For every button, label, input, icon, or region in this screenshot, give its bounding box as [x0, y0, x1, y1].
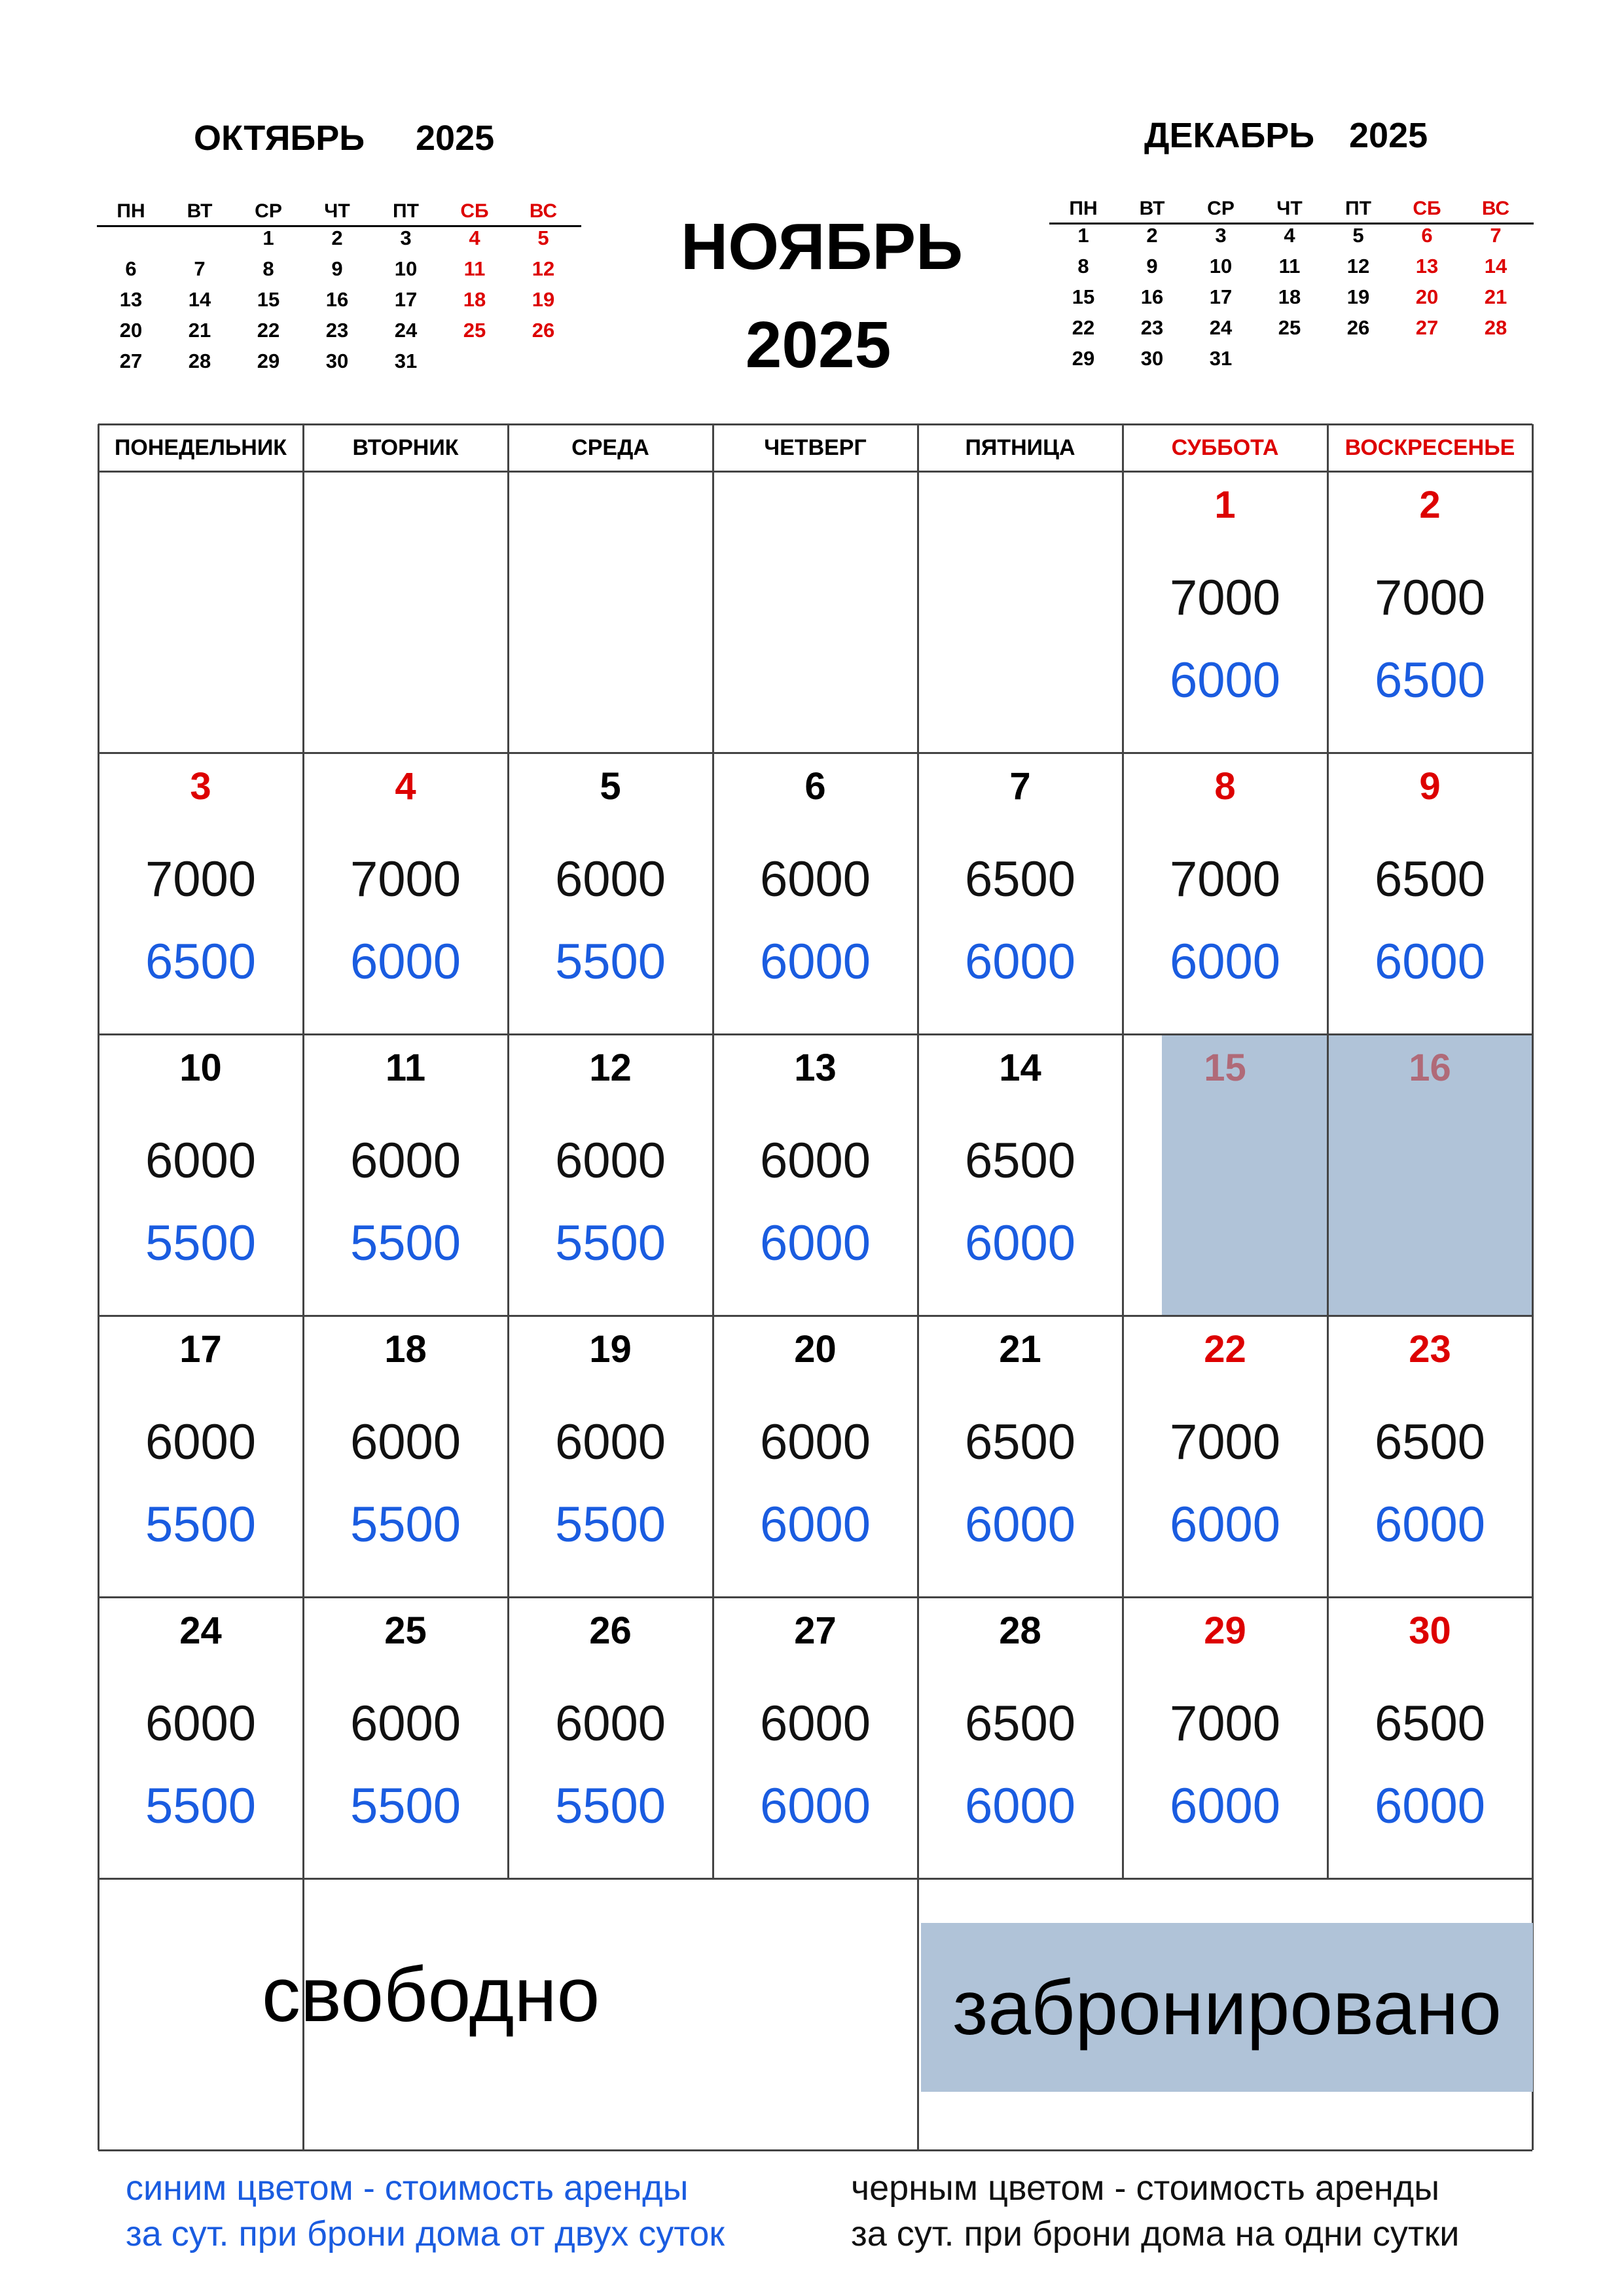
day-number: 5 [600, 765, 621, 808]
note-black-line2: за сут. при брони дома на одни сутки [851, 2214, 1460, 2253]
grid-hline [98, 471, 1532, 473]
grid-hline [98, 2149, 1532, 2151]
price-one-night: 7000 [1169, 570, 1281, 626]
price-one-night: 6500 [964, 1696, 1076, 1751]
grid-hline [98, 1596, 1532, 1598]
day-number: 25 [384, 1609, 427, 1652]
day-cell-8[interactable] [1123, 753, 1327, 1034]
price-one-night: 6000 [554, 852, 666, 907]
mini-day: 28 [188, 350, 211, 372]
day-cell-9[interactable] [1327, 753, 1532, 1034]
day-number: 27 [794, 1609, 837, 1652]
mini-day: 31 [394, 350, 418, 372]
day-cell-6[interactable] [713, 753, 918, 1034]
month-grid [98, 424, 1532, 2147]
mini-day: 19 [532, 288, 555, 311]
day-cell-14[interactable] [918, 1034, 1123, 1316]
weekday-header-6: СУББОТА [1171, 435, 1279, 460]
mini-weekday: СР [255, 200, 282, 222]
day-cell-30[interactable] [1327, 1597, 1532, 1878]
day-cell-21[interactable] [918, 1316, 1123, 1597]
mini-weekday: СБ [1413, 198, 1441, 219]
day-cell-1[interactable] [1123, 471, 1327, 753]
price-two-nights: 6000 [1169, 1778, 1281, 1834]
price-one-night: 6500 [964, 1414, 1076, 1470]
mini-day: 8 [1077, 255, 1089, 278]
day-number: 19 [589, 1328, 632, 1371]
mini-day: 16 [325, 288, 349, 311]
day-cell-16[interactable] [1327, 1034, 1532, 1316]
day-cell-13[interactable] [713, 1034, 918, 1316]
price-one-night: 7000 [350, 852, 461, 907]
day-cell-28[interactable] [918, 1597, 1123, 1878]
mini-day: 4 [469, 226, 480, 249]
grid-hline [98, 423, 1532, 425]
day-cell-25[interactable] [303, 1597, 508, 1878]
price-two-nights: 6000 [1169, 653, 1281, 708]
mini-day: 13 [119, 288, 143, 311]
day-number: 16 [1409, 1047, 1451, 1089]
mini-day: 19 [1346, 285, 1370, 308]
mini-day: 12 [532, 257, 555, 280]
mini-day: 21 [188, 319, 211, 342]
mini-month-year: 2025 [1349, 116, 1428, 155]
mini-day: 13 [1415, 255, 1439, 278]
price-one-night: 7000 [1169, 1414, 1281, 1470]
price-two-nights: 6000 [1169, 1497, 1281, 1552]
price-two-nights: 6000 [759, 1778, 871, 1834]
mini-day: 29 [257, 350, 280, 372]
mini-day: 12 [1346, 255, 1370, 278]
day-number: 11 [385, 1047, 426, 1089]
mini-weekday: ПН [1069, 198, 1098, 219]
price-one-night: 6500 [1374, 1696, 1486, 1751]
price-two-nights: 5500 [350, 1778, 461, 1834]
mini-weekday: ЧТ [1276, 198, 1303, 219]
mini-day: 18 [1278, 285, 1301, 308]
mini-day: 17 [1209, 285, 1233, 308]
grid-vline [98, 424, 99, 2150]
grid-vline [1122, 424, 1124, 1878]
mini-day: 20 [1415, 285, 1439, 308]
price-two-nights: 6000 [1374, 934, 1486, 990]
day-number: 3 [190, 765, 211, 808]
mini-day: 20 [119, 319, 143, 342]
price-one-night: 6000 [759, 1696, 871, 1751]
day-number: 2 [1419, 484, 1441, 526]
mini-day: 6 [125, 257, 137, 280]
grid-vline [1532, 424, 1534, 2150]
mini-day: 1 [1077, 224, 1089, 247]
price-two-nights: 6500 [1374, 653, 1486, 708]
price-two-nights: 6000 [1374, 1497, 1486, 1552]
weekday-header-7: ВОСКРЕСЕНЬЕ [1344, 435, 1515, 460]
mini-day: 9 [331, 257, 343, 280]
mini-day: 24 [1209, 316, 1233, 339]
mini-day: 11 [463, 257, 486, 280]
mini-day: 22 [257, 319, 280, 342]
legend-free-label: свободно [262, 1952, 600, 2038]
price-two-nights: 5500 [554, 934, 666, 990]
mini-day: 7 [1490, 224, 1502, 247]
price-two-nights: 6000 [1169, 934, 1281, 990]
mini-day: 1 [262, 226, 274, 249]
mini-day: 10 [394, 257, 418, 280]
price-two-nights: 6000 [964, 934, 1076, 990]
mini-weekday: ВТ [1139, 198, 1165, 219]
price-one-night: 6000 [350, 1414, 461, 1470]
grid-vline [1327, 424, 1329, 1878]
mini-weekday: ПТ [1345, 198, 1371, 219]
day-cell-17[interactable] [98, 1316, 303, 1597]
grid-hline [98, 1033, 1532, 1035]
mini-weekday: ВС [1481, 198, 1510, 219]
mini-day: 11 [1278, 255, 1301, 278]
mini-weekday: ВТ [187, 200, 213, 222]
day-cell-24[interactable] [98, 1597, 303, 1878]
mini-day: 31 [1209, 347, 1233, 370]
mini-day: 30 [325, 350, 349, 372]
price-two-nights: 5500 [554, 1497, 666, 1552]
day-number: 14 [999, 1047, 1041, 1089]
day-cell-29[interactable] [1123, 1597, 1327, 1878]
day-number: 24 [179, 1609, 222, 1652]
title-year: 2025 [745, 308, 892, 382]
mini-day: 10 [1209, 255, 1233, 278]
day-number: 10 [179, 1047, 222, 1089]
mini-day: 25 [463, 319, 486, 342]
mini-day: 25 [1278, 316, 1301, 339]
price-two-nights: 5500 [554, 1215, 666, 1271]
mini-day: 4 [1284, 224, 1295, 247]
day-number: 21 [999, 1328, 1041, 1371]
day-cell-3[interactable] [98, 753, 303, 1034]
mini-day: 18 [463, 288, 486, 311]
day-cell-23[interactable] [1327, 1316, 1532, 1597]
day-number: 4 [395, 765, 416, 808]
day-cell-4[interactable] [303, 753, 508, 1034]
mini-day: 5 [1352, 224, 1364, 247]
day-number: 22 [1204, 1328, 1246, 1371]
day-cell-15[interactable] [1123, 1034, 1327, 1316]
day-cell-10[interactable] [98, 1034, 303, 1316]
price-one-night: 6000 [145, 1696, 257, 1751]
grid-vline [917, 424, 919, 2150]
grid-hline [98, 1878, 1532, 1880]
price-two-nights: 5500 [145, 1497, 257, 1552]
day-cell-7[interactable] [918, 753, 1123, 1034]
day-number: 9 [1419, 765, 1441, 808]
mini-day: 14 [1484, 255, 1507, 278]
price-one-night: 6500 [1374, 852, 1486, 907]
price-one-night: 6000 [554, 1414, 666, 1470]
day-cell-18[interactable] [303, 1316, 508, 1597]
mini-weekday: ПН [117, 200, 145, 222]
mini-weekday: ЧТ [324, 200, 350, 222]
weekday-header-4: ЧЕТВЕРГ [764, 435, 867, 460]
mini-month-name: ОКТЯБРЬ [194, 118, 365, 158]
price-two-nights: 5500 [145, 1778, 257, 1834]
day-cell-20[interactable] [713, 1316, 918, 1597]
day-number: 7 [1009, 765, 1031, 808]
day-number: 23 [1409, 1328, 1451, 1371]
grid-vline [302, 424, 304, 2150]
mini-day: 17 [394, 288, 418, 311]
mini-day: 30 [1140, 347, 1164, 370]
mini-day: 29 [1072, 347, 1095, 370]
price-one-night: 6000 [350, 1696, 461, 1751]
weekday-header-3: СРЕДА [571, 435, 649, 460]
note-black-line1: черным цветом - стоимость аренды [851, 2168, 1440, 2208]
mini-weekday: ВС [529, 200, 558, 222]
day-cell-22[interactable] [1123, 1316, 1327, 1597]
mini-day: 16 [1140, 285, 1164, 308]
price-one-night: 6000 [759, 852, 871, 907]
price-one-night: 7000 [1169, 1696, 1281, 1751]
day-number: 30 [1409, 1609, 1451, 1652]
price-two-nights: 6000 [759, 1497, 871, 1552]
mini-day: 27 [119, 350, 143, 372]
price-two-nights: 6000 [759, 1215, 871, 1271]
note-blue-line2: за сут. при брони дома от двух суток [126, 2214, 725, 2253]
note-black-prices [851, 2165, 1459, 2257]
mini-day: 2 [331, 226, 343, 249]
mini-day: 22 [1072, 316, 1095, 339]
day-number: 13 [794, 1047, 837, 1089]
mini-day: 9 [1146, 255, 1158, 278]
price-one-night: 7000 [145, 852, 257, 907]
day-number: 18 [384, 1328, 427, 1371]
price-two-nights: 6000 [964, 1778, 1076, 1834]
price-two-nights: 5500 [350, 1497, 461, 1552]
mini-day: 6 [1421, 224, 1433, 247]
day-number: 1 [1214, 484, 1236, 526]
mini-day: 7 [194, 257, 206, 280]
weekday-header-5: ПЯТНИЦА [965, 435, 1075, 460]
grid-vline [507, 424, 509, 1878]
day-number: 8 [1214, 765, 1236, 808]
price-two-nights: 6000 [759, 934, 871, 990]
title-month: НОЯБРЬ [681, 210, 964, 283]
mini-day: 2 [1146, 224, 1158, 247]
day-number: 20 [794, 1328, 837, 1371]
mini-day: 24 [394, 319, 418, 342]
day-cell-27[interactable] [713, 1597, 918, 1878]
day-cell-2[interactable] [1327, 471, 1532, 753]
mini-day: 26 [532, 319, 555, 342]
mini-weekday: СР [1207, 198, 1235, 219]
day-cell-11[interactable] [303, 1034, 508, 1316]
price-one-night: 6000 [554, 1133, 666, 1189]
grid-hline [98, 1315, 1532, 1317]
day-cell-26[interactable] [508, 1597, 713, 1878]
day-number: 17 [179, 1328, 222, 1371]
price-two-nights: 5500 [145, 1215, 257, 1271]
price-one-night: 6500 [964, 852, 1076, 907]
mini-day: 23 [1140, 316, 1164, 339]
day-number: 26 [589, 1609, 632, 1652]
grid-hline [98, 752, 1532, 754]
mini-day: 8 [262, 257, 274, 280]
note-blue-prices [126, 2165, 725, 2257]
price-one-night: 6500 [1374, 1414, 1486, 1470]
mini-day: 14 [188, 288, 211, 311]
price-two-nights: 6000 [964, 1215, 1076, 1271]
price-two-nights: 5500 [554, 1778, 666, 1834]
price-two-nights: 6000 [350, 934, 461, 990]
legend-booked-label: забронировано [952, 1965, 1502, 2051]
price-one-night: 6000 [759, 1133, 871, 1189]
price-one-night: 6000 [759, 1414, 871, 1470]
day-cell-12[interactable] [508, 1034, 713, 1316]
price-one-night: 6000 [554, 1696, 666, 1751]
price-one-night: 6000 [145, 1133, 257, 1189]
price-one-night: 7000 [1374, 570, 1486, 626]
mini-day: 3 [400, 226, 412, 249]
mini-day: 15 [1072, 285, 1095, 308]
mini-weekday: СБ [460, 200, 489, 222]
day-number: 6 [804, 765, 826, 808]
price-two-nights: 6000 [1374, 1778, 1486, 1834]
price-one-night: 6500 [964, 1133, 1076, 1189]
mini-day: 23 [325, 319, 349, 342]
day-number: 28 [999, 1609, 1041, 1652]
price-two-nights: 5500 [350, 1215, 461, 1271]
day-number: 15 [1204, 1047, 1246, 1089]
mini-day: 26 [1346, 316, 1370, 339]
price-one-night: 6000 [350, 1133, 461, 1189]
day-number: 12 [589, 1047, 632, 1089]
mini-month-name: ДЕКАБРЬ [1144, 116, 1315, 155]
day-number: 29 [1204, 1609, 1246, 1652]
mini-weekday: ПТ [393, 200, 419, 222]
mini-day: 28 [1484, 316, 1507, 339]
weekday-header-1: ПОНЕДЕЛЬНИК [114, 435, 287, 460]
grid-vline [712, 424, 714, 1878]
day-cell-19[interactable] [508, 1316, 713, 1597]
price-two-nights: 6000 [964, 1497, 1076, 1552]
price-two-nights: 6500 [145, 934, 257, 990]
weekday-header-2: ВТОРНИК [352, 435, 459, 460]
mini-day: 21 [1484, 285, 1507, 308]
mini-day: 15 [257, 288, 280, 311]
price-one-night: 7000 [1169, 852, 1281, 907]
price-one-night: 6000 [145, 1414, 257, 1470]
mini-day: 5 [537, 226, 549, 249]
mini-day: 27 [1415, 316, 1439, 339]
mini-month-year: 2025 [416, 118, 495, 158]
mini-day: 3 [1215, 224, 1227, 247]
note-blue-line1: синим цветом - стоимость аренды [126, 2168, 689, 2208]
day-cell-5[interactable] [508, 753, 713, 1034]
